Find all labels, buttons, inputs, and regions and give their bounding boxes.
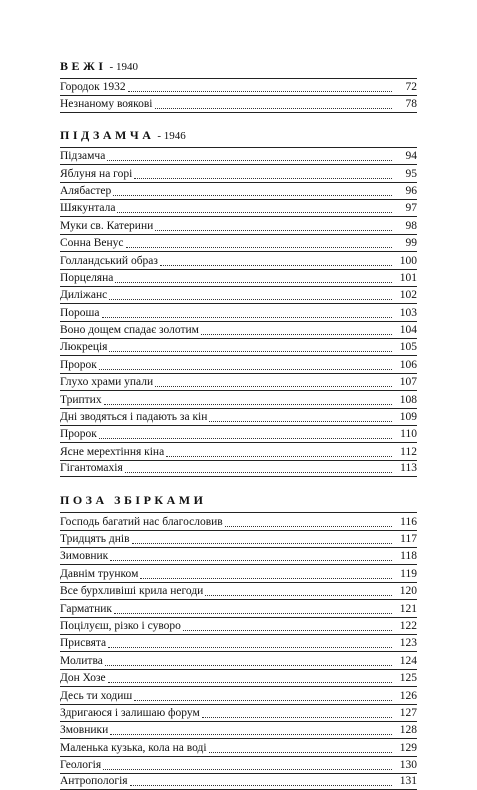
entry-page-number: 128 xyxy=(399,724,417,737)
toc-entry[interactable] xyxy=(60,669,417,686)
toc-entry[interactable] xyxy=(60,147,417,164)
entry-title: Поцілуєш, різко і суворо xyxy=(60,619,181,632)
toc-entry[interactable] xyxy=(60,182,417,199)
section-heading xyxy=(60,58,417,74)
entry-title: Гарматник xyxy=(60,602,112,615)
dot-leader xyxy=(107,159,392,161)
entry-page-number: 112 xyxy=(400,445,417,458)
entry-title: Воно дощем спадає золотим xyxy=(60,324,199,337)
dot-leader xyxy=(166,455,392,457)
dot-leader xyxy=(201,333,392,335)
toc-entry[interactable] xyxy=(60,390,417,407)
toc-entry[interactable] xyxy=(60,321,417,338)
entry-title: Яблуня на горі xyxy=(60,167,133,180)
toc-entry[interactable] xyxy=(60,547,417,564)
toc-entry[interactable] xyxy=(60,460,417,477)
dot-leader xyxy=(105,664,392,666)
section-heading xyxy=(60,127,417,143)
entry-page-number: 102 xyxy=(399,289,417,302)
entry-page-number: 131 xyxy=(399,775,417,788)
dot-leader xyxy=(155,107,393,109)
entry-title: Сонна Венус xyxy=(60,237,124,250)
toc-entry[interactable] xyxy=(60,373,417,390)
entry-page-number: 96 xyxy=(405,184,417,197)
entry-page-number: 105 xyxy=(399,341,417,354)
dot-leader xyxy=(209,420,392,422)
dot-leader xyxy=(202,716,392,718)
dot-leader xyxy=(209,751,392,753)
entry-title: Незнаному воякові xyxy=(60,97,153,110)
toc-entry[interactable] xyxy=(60,738,417,755)
toc-entry[interactable] xyxy=(60,355,417,372)
entry-list xyxy=(60,512,417,790)
dot-leader xyxy=(110,559,392,561)
dot-leader xyxy=(205,594,392,596)
toc-entry[interactable] xyxy=(60,78,417,95)
section-poza-zbirkamy xyxy=(60,492,417,790)
entry-title: Диліжанс xyxy=(60,289,108,302)
dot-leader xyxy=(103,768,392,770)
dot-leader xyxy=(183,629,392,631)
dot-leader xyxy=(225,525,392,527)
dot-leader xyxy=(117,211,392,213)
entry-title: Гігантомахія xyxy=(60,462,123,475)
dot-leader xyxy=(104,403,392,405)
entry-title: Все бурхливіші крила негоди xyxy=(60,585,204,598)
entry-page-number: 110 xyxy=(400,428,417,441)
entry-title: Пророк xyxy=(60,428,97,441)
entry-title: Глухо храми упали xyxy=(60,376,154,389)
entry-page-number: 103 xyxy=(399,306,417,319)
entry-page-number: 122 xyxy=(399,619,417,632)
entry-title: Дон Хозе xyxy=(60,672,106,685)
dot-leader xyxy=(102,316,392,318)
dot-leader xyxy=(114,612,392,614)
entry-page-number: 97 xyxy=(405,202,417,215)
entry-title: Голландський образ xyxy=(60,254,158,267)
entry-page-number: 98 xyxy=(405,219,417,232)
entry-page-number: 94 xyxy=(405,150,417,163)
dot-leader xyxy=(155,229,392,231)
toc-entry[interactable] xyxy=(60,564,417,581)
section-vezhi xyxy=(60,58,417,113)
entry-title: Змовники xyxy=(60,724,109,737)
entry-title: Дні зводяться і падають за кін xyxy=(60,411,208,424)
dot-leader xyxy=(108,646,392,648)
entry-title: Молитва xyxy=(60,654,103,667)
entry-page-number: 116 xyxy=(400,515,417,528)
toc-entry[interactable] xyxy=(60,773,417,790)
toc-entry[interactable] xyxy=(60,269,417,286)
entry-page-number: 101 xyxy=(399,271,417,284)
entry-title: Ясне мерехтіння кіна xyxy=(60,445,165,458)
entry-page-number: 104 xyxy=(399,324,417,337)
entry-title: Шякунтала xyxy=(60,202,116,215)
entry-page-number: 113 xyxy=(400,462,417,475)
entry-title: Здригаюся і залишаю форум xyxy=(60,706,200,719)
section-heading-text: ПОЗА ЗБІРКАМИ xyxy=(60,493,207,508)
toc-entry[interactable] xyxy=(60,756,417,773)
toc-entry[interactable] xyxy=(60,251,417,268)
entry-page-number: 123 xyxy=(399,637,417,650)
entry-title: Триптих xyxy=(60,393,102,406)
toc-entry[interactable] xyxy=(60,582,417,599)
dot-leader xyxy=(126,246,393,248)
entry-title: Підзамча xyxy=(60,150,106,163)
entry-page-number: 126 xyxy=(399,689,417,702)
entry-title: Пророк xyxy=(60,358,97,371)
entry-title: Пороша xyxy=(60,306,100,319)
toc-entry[interactable] xyxy=(60,512,417,529)
dot-leader xyxy=(125,471,392,473)
toc-entry[interactable] xyxy=(60,286,417,303)
entry-title: Антропологія xyxy=(60,775,128,788)
entry-title: Давнім трунком xyxy=(60,567,139,580)
entry-page-number: 121 xyxy=(399,602,417,615)
entry-page-number: 127 xyxy=(399,706,417,719)
entry-title: Городок 1932 xyxy=(60,81,126,94)
toc-entry[interactable] xyxy=(60,686,417,703)
entry-page-number: 117 xyxy=(400,532,417,545)
entry-list xyxy=(60,147,417,477)
entry-title: Геологія xyxy=(60,759,102,772)
entry-list xyxy=(60,78,417,113)
entry-page-number: 99 xyxy=(405,237,417,250)
entry-page-number: 125 xyxy=(399,672,417,685)
dot-leader xyxy=(132,542,392,544)
entry-page-number: 118 xyxy=(400,550,417,563)
dot-leader xyxy=(130,784,392,786)
entry-title: Муки св. Катерини xyxy=(60,219,154,232)
toc-entry[interactable] xyxy=(60,617,417,634)
toc-entry[interactable] xyxy=(60,634,417,651)
entry-title: Люкреція xyxy=(60,341,108,354)
toc-entry[interactable] xyxy=(60,95,417,112)
entry-title: Тридцять днів xyxy=(60,532,130,545)
entry-title: Десь ти ходиш xyxy=(60,689,133,702)
entry-title: Зимовник xyxy=(60,550,109,563)
dot-leader xyxy=(113,194,392,196)
dot-leader xyxy=(115,281,392,283)
section-year: - 1940 xyxy=(109,61,138,73)
entry-page-number: 109 xyxy=(399,411,417,424)
dot-leader xyxy=(108,681,392,683)
entry-title: Порцеляна xyxy=(60,271,114,284)
dot-leader xyxy=(155,385,392,387)
dot-leader xyxy=(99,437,392,439)
entry-page-number: 95 xyxy=(405,167,417,180)
toc-entry[interactable] xyxy=(60,442,417,459)
dot-leader xyxy=(128,90,392,92)
section-heading-text: ВЕЖІ xyxy=(60,59,107,73)
entry-page-number: 78 xyxy=(405,97,417,110)
entry-page-number: 108 xyxy=(399,393,417,406)
entry-page-number: 120 xyxy=(399,585,417,598)
section-year: - 1946 xyxy=(157,129,186,142)
toc-entry[interactable] xyxy=(60,425,417,442)
section-pidzamcha xyxy=(60,127,417,477)
entry-page-number: 130 xyxy=(399,759,417,772)
dot-leader xyxy=(109,298,392,300)
entry-page-number: 106 xyxy=(399,358,417,371)
toc-entry[interactable] xyxy=(60,199,417,216)
dot-leader xyxy=(140,577,392,579)
dot-leader xyxy=(109,350,392,352)
toc-entry[interactable] xyxy=(60,530,417,547)
section-heading-text: ПІДЗАМЧА xyxy=(60,127,155,142)
toc-entry[interactable] xyxy=(60,216,417,233)
toc-entry[interactable] xyxy=(60,164,417,181)
entry-title: Маленька кузька, кола на воді xyxy=(60,741,207,754)
dot-leader xyxy=(160,264,392,266)
toc-entry[interactable] xyxy=(60,408,417,425)
table-of-contents xyxy=(60,58,417,790)
toc-entry[interactable] xyxy=(60,651,417,668)
entry-page-number: 107 xyxy=(399,376,417,389)
dot-leader xyxy=(110,733,392,735)
toc-entry[interactable] xyxy=(60,234,417,251)
dot-leader xyxy=(134,177,392,179)
entry-page-number: 72 xyxy=(405,81,417,94)
toc-entry[interactable] xyxy=(60,338,417,355)
entry-title: Господь багатий нас благословив xyxy=(60,515,223,528)
toc-entry[interactable] xyxy=(60,599,417,616)
entry-page-number: 129 xyxy=(399,741,417,754)
entry-page-number: 124 xyxy=(399,654,417,667)
toc-entry[interactable] xyxy=(60,303,417,320)
toc-entry[interactable] xyxy=(60,704,417,721)
dot-leader xyxy=(99,368,392,370)
entry-page-number: 100 xyxy=(399,254,417,267)
dot-leader xyxy=(134,699,392,701)
section-heading xyxy=(60,492,417,508)
toc-entry[interactable] xyxy=(60,721,417,738)
entry-page-number: 119 xyxy=(400,567,417,580)
entry-title: Алябастер xyxy=(60,184,112,197)
entry-title: Присвята xyxy=(60,637,107,650)
